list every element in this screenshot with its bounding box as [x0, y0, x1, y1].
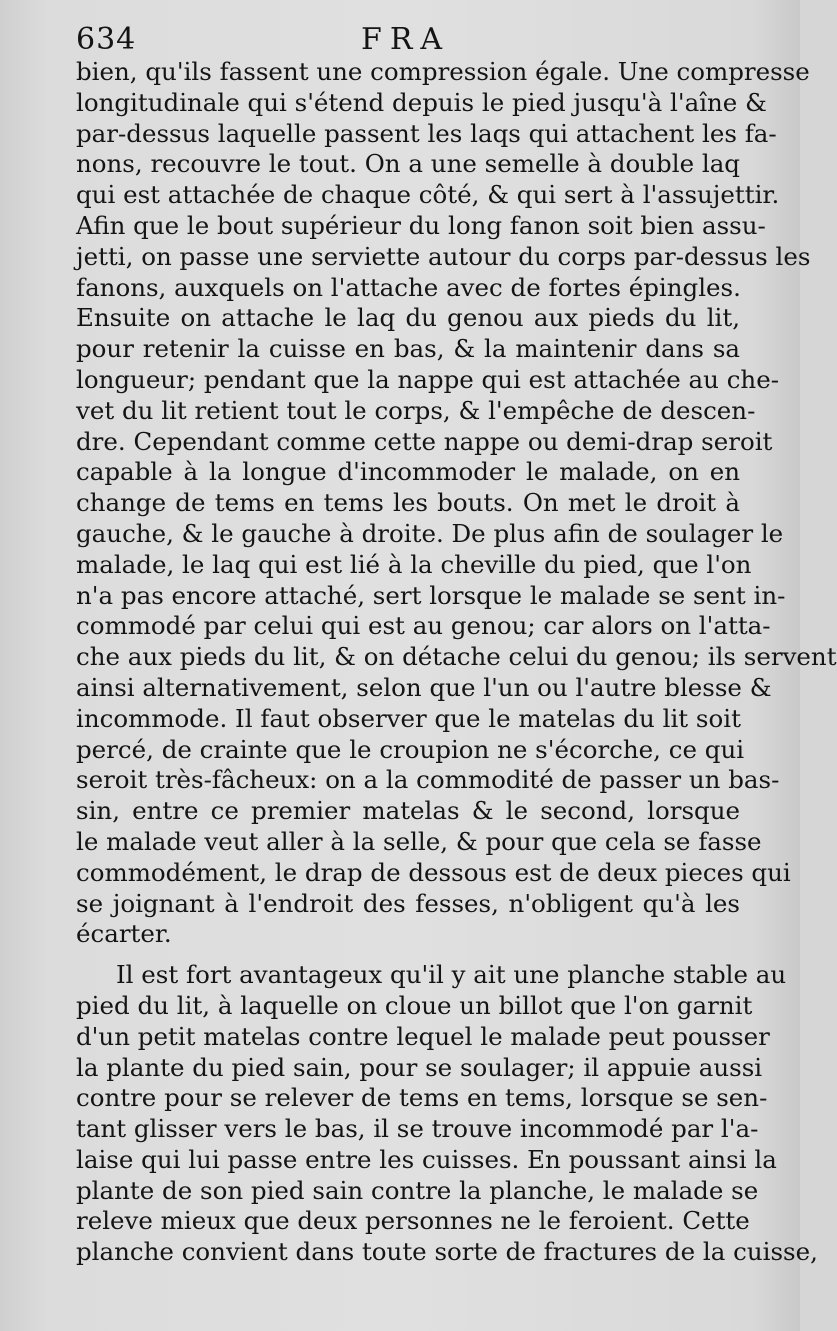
paragraph [76, 960, 818, 1268]
text-line: d'un petit matelas contre lequel le malade peut pousser [76, 1021, 770, 1051]
text-line: contre pour se relever de tems en tems, lorsque se sen- [76, 1083, 768, 1113]
text-line: la plante du pied sain, pour se soulager; il appuie aussi [76, 1052, 763, 1082]
body-text [76, 57, 837, 1268]
text-line: seroit très-fâcheux: on a la commodité de passer un bas- [76, 765, 780, 795]
text-line: pied du lit, à laquelle on cloue un billot que l'on garnit [76, 990, 753, 1020]
text-line: ainsi alternativement, selon que l'un ou l'autre blesse & [76, 672, 772, 702]
text-line: malade, le laq qui est lié à la cheville du pied, que l'on [76, 549, 752, 579]
text-line: nons, recouvre le tout. On a une semelle à double laq [76, 149, 740, 179]
text-line: gauche, & le gauche à droite. De plus afin de soulager le [76, 518, 784, 548]
text-line: planche convient dans toute sorte de fractures de la cuisse, [76, 1237, 818, 1267]
text-line: capable à la longue d'incommoder le malade, on en [76, 457, 740, 487]
text-line: tant glisser vers le bas, il se trouve incommodé par l'a- [76, 1114, 759, 1144]
text-line: commodé par celui qui est au genou; car alors on l'atta- [76, 611, 771, 641]
text-line: longitudinale qui s'étend depuis le pied jusqu'à l'aîne & [76, 87, 767, 117]
text-line: commodément, le drap de dessous est de deux pieces qui [76, 857, 791, 887]
text-line: plante de son pied sain contre la planche, le malade se [76, 1175, 759, 1205]
text-line: le malade veut aller à la selle, & pour que cela se fasse [76, 826, 762, 856]
text-line: longueur; pendant que la nappe qui est attachée au che- [76, 364, 779, 394]
running-head: FRA [361, 22, 451, 57]
text-line: vet du lit retient tout le corps, & l'empêche de descen- [76, 395, 756, 425]
text-line: par-dessus laquelle passent les laqs qui attachent les fa- [76, 118, 777, 148]
text-line: laise qui lui passe entre les cuisses. En poussant ainsi la [76, 1144, 777, 1174]
text-line: n'a pas encore attaché, sert lorsque le malade se sent in- [76, 580, 786, 610]
paragraph [76, 57, 837, 950]
text-line: Afin que le bout supérieur du long fanon soit bien assu- [76, 210, 766, 240]
text-line: fanons, auxquels on l'attache avec de fortes épingles. [76, 272, 741, 302]
text-line: dre. Cependant comme cette nappe ou demi-drap seroit [76, 426, 773, 456]
text-line: sin, entre ce premier matelas & le second, lorsque [76, 796, 740, 826]
text-line: Ensuite on attache le laq du genou aux pieds du lit, [76, 303, 740, 333]
text-line: bien, qu'ils fassent une compression égale. Une compresse [76, 57, 810, 86]
text-line: se joignant à l'endroit des fesses, n'obligent qu'à les [76, 888, 740, 918]
text-line: qui est attachée de chaque côté, & qui sert à l'assujettir. [76, 180, 780, 210]
text-line: percé, de crainte que le croupion ne s'écorche, ce qui [76, 734, 745, 764]
text-line: Il est fort avantageux qu'il y ait une planche stable au [116, 960, 787, 990]
page-header [76, 22, 742, 62]
page-number: 634 [76, 22, 137, 57]
text-line: écarter. [76, 919, 172, 949]
text-line: che aux pieds du lit, & on détache celui du genou; ils servent [76, 642, 837, 672]
text-line: releve mieux que deux personnes ne le feroient. Cette [76, 1206, 750, 1236]
text-line: jetti, on passe une serviette autour du corps par-dessus les [76, 241, 811, 271]
paragraph-gap [76, 950, 740, 960]
text-line: change de tems en tems les bouts. On met le droit à [76, 488, 740, 518]
text-line: incommode. Il faut observer que le matelas du lit soit [76, 703, 741, 733]
text-line: pour retenir la cuisse en bas, & la maintenir dans sa [76, 334, 740, 364]
